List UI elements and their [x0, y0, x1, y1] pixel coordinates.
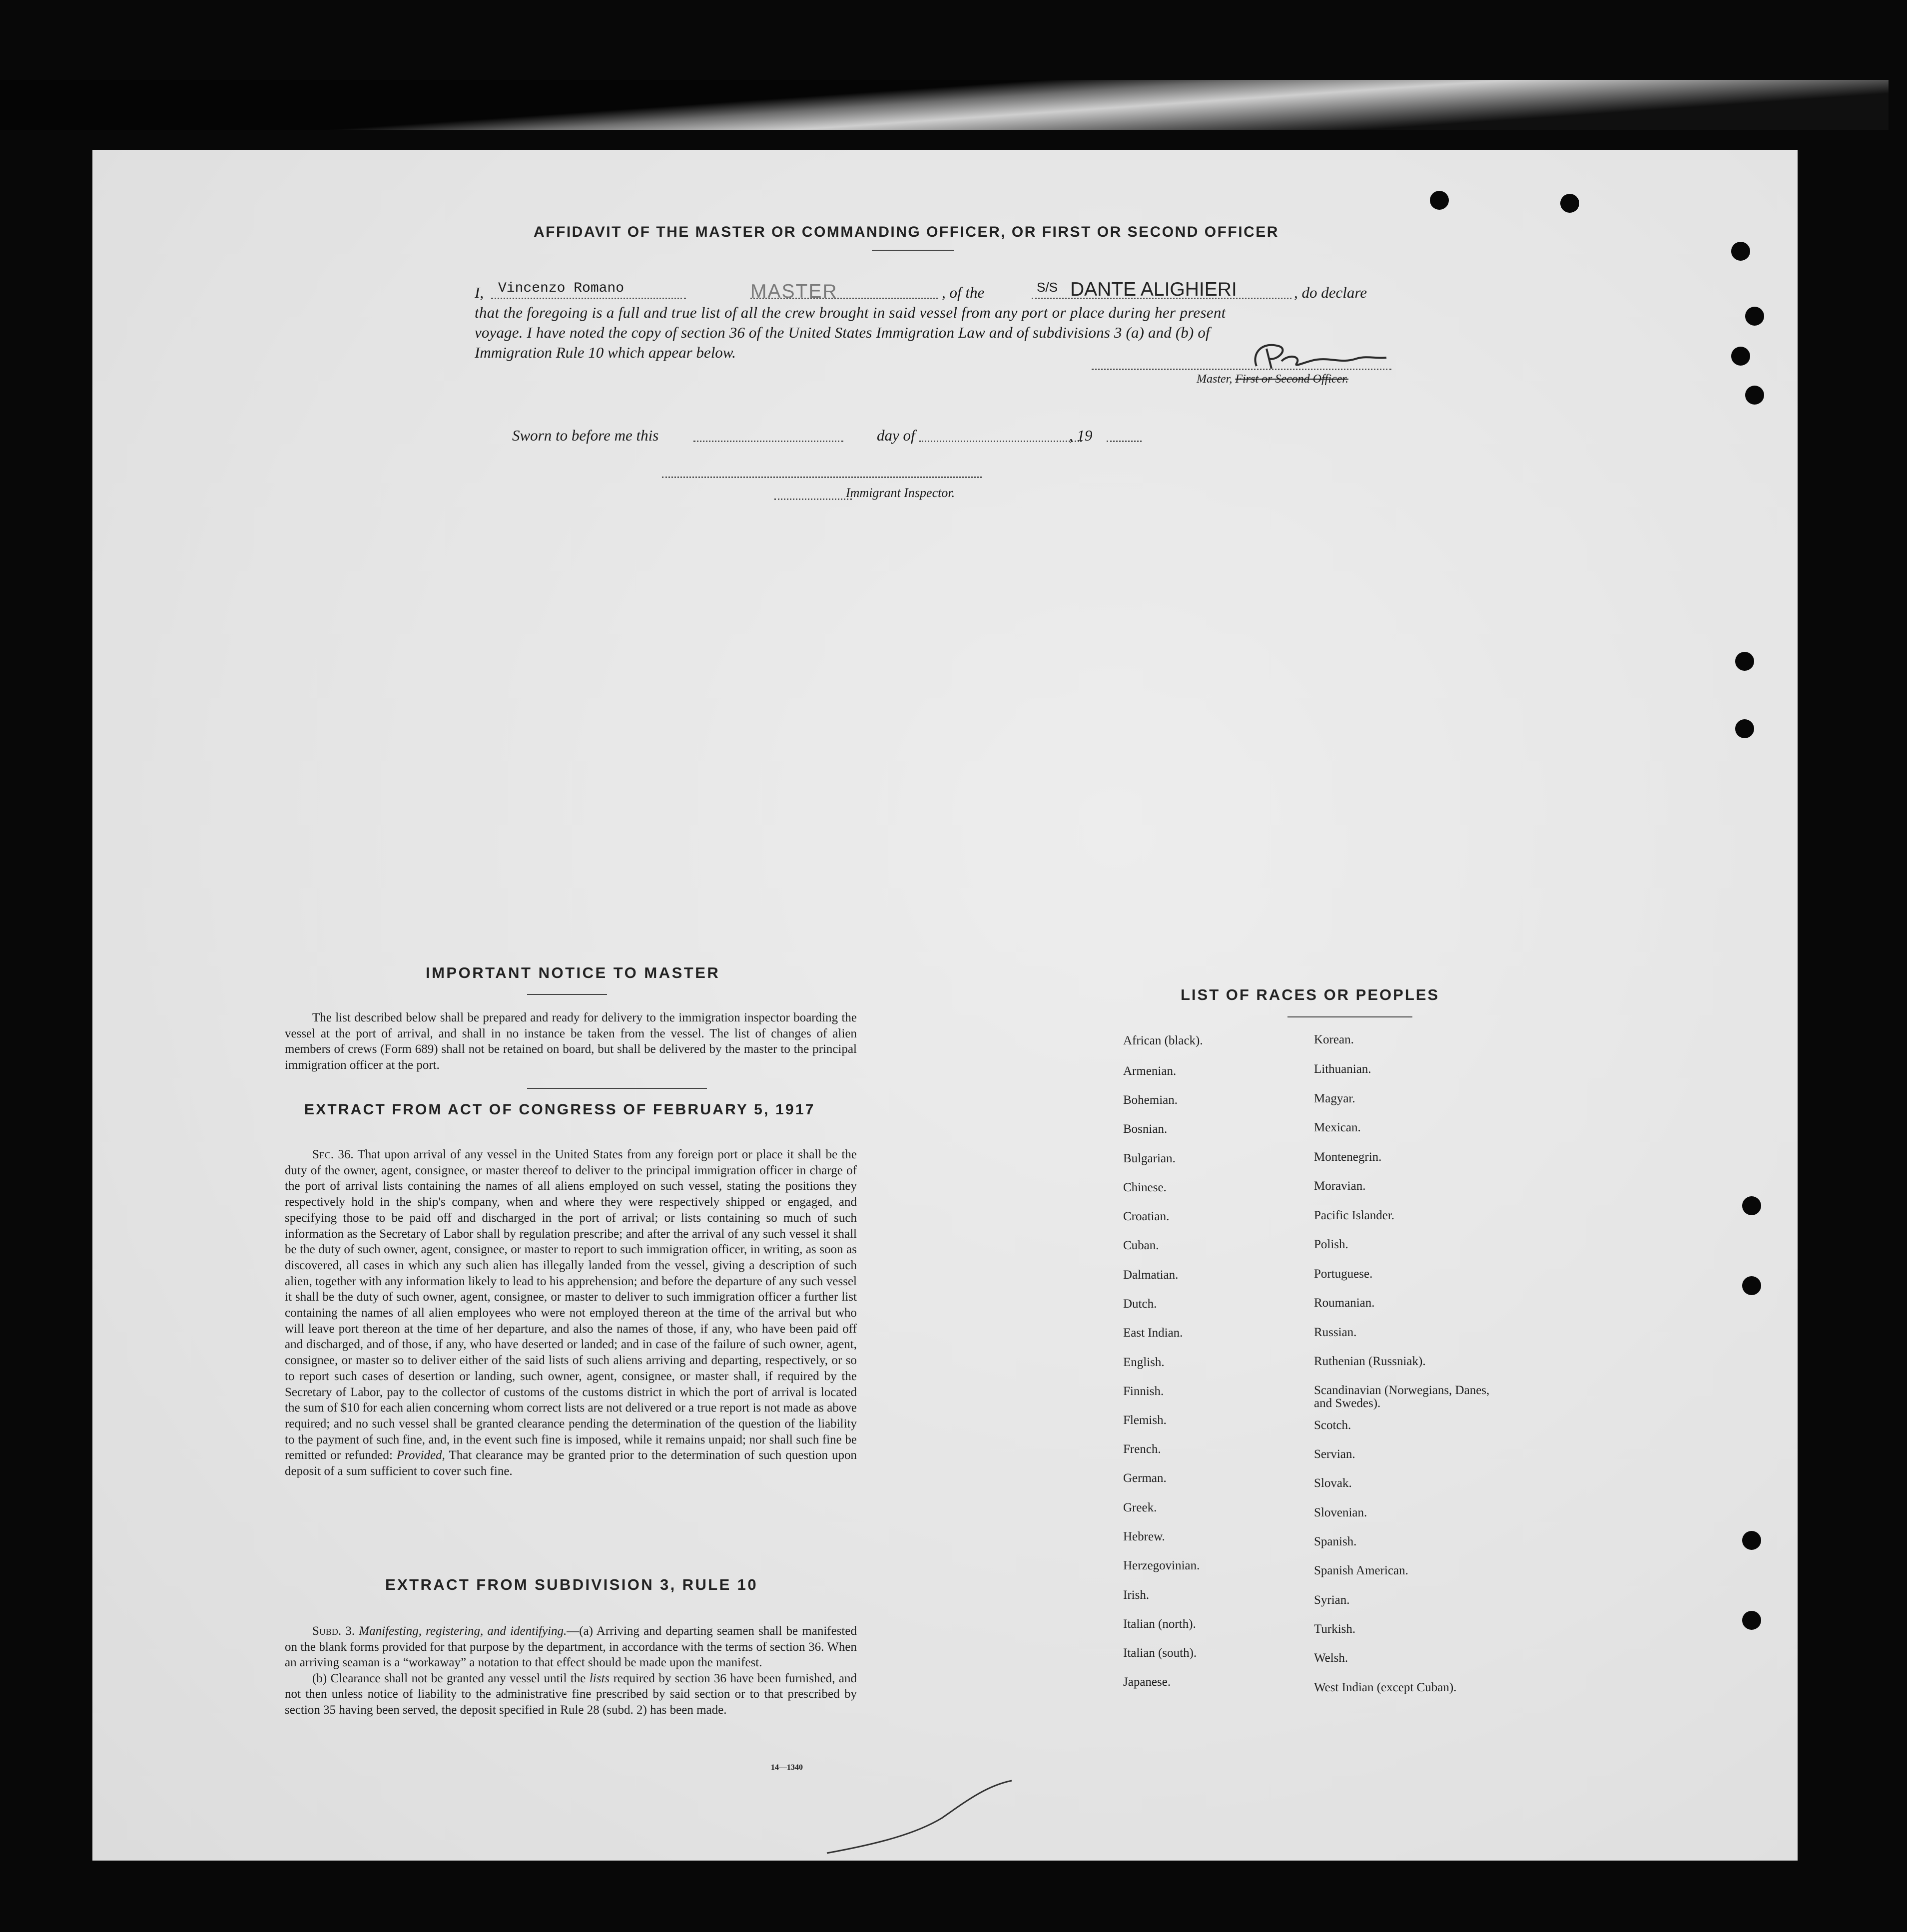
race-item: Syrian. — [1314, 1593, 1350, 1607]
sworn-label: Sworn to before me this — [512, 427, 659, 444]
race-item: Korean. — [1314, 1033, 1354, 1046]
race-item: Mexican. — [1314, 1121, 1361, 1134]
paragraph-b-start: (b) Clearance shall not be granted any vessel until the — [312, 1671, 586, 1685]
notice-end-divider — [527, 1088, 707, 1089]
race-item: Finnish. — [1123, 1385, 1164, 1398]
race-item: English. — [1123, 1356, 1165, 1369]
races-title: LIST OF RACES OR PEOPLES — [1181, 986, 1440, 1003]
notice-body: The list described below shall be prepared and ready for delivery to the immigration inspector boarding the vessel at the port of arrival, and shall in no instance be taken from the vessel. The list of changes of alien members of crews (Form 689) shall not be retained on board, but shall be delivered by the master to the principal immigration officer at the port. — [285, 1011, 857, 1072]
form-number: 14—1340 — [771, 1763, 803, 1772]
signature-caption — [1197, 373, 1348, 386]
race-item: German. — [1123, 1471, 1167, 1485]
paragraph-a: —(a) Arriving and departing seamen shall be manifested on the blank forms provided for that purpose by the department, in accordance with the terms of section 36. When an arriving seaman is a “workaway” a notation to that effect should be made upon the manifest. — [285, 1624, 857, 1669]
race-item: Servian. — [1314, 1448, 1355, 1461]
race-item: Chinese. — [1123, 1181, 1167, 1194]
paragraph-b-lists: lists — [589, 1671, 610, 1685]
ship-name-stamp: DANTE ALIGHIERI — [1070, 279, 1237, 300]
race-item: Slovak. — [1314, 1476, 1352, 1490]
race-item: Italian (south). — [1123, 1646, 1197, 1660]
document-page — [92, 150, 1798, 1861]
race-item: Flemish. — [1123, 1414, 1167, 1427]
name-blank — [491, 298, 686, 299]
binder-hole — [1742, 1531, 1761, 1550]
binder-hole — [1430, 191, 1449, 210]
race-item: Magyar. — [1314, 1092, 1355, 1105]
notice-divider — [527, 994, 607, 995]
race-item: Cuban. — [1123, 1239, 1159, 1252]
race-item: Roumanian. — [1314, 1296, 1375, 1310]
of-the-label: , of the — [942, 284, 985, 301]
faint-pencil-note — [1441, 1179, 1448, 1208]
section-36-text — [285, 1147, 857, 1479]
race-item: Polish. — [1314, 1238, 1348, 1251]
race-item: Japanese. — [1123, 1675, 1171, 1689]
inspector-signature-line — [662, 477, 982, 478]
race-item: Spanish. — [1314, 1535, 1357, 1548]
extract-rule-title: EXTRACT FROM SUBDIVISION 3, RULE 10 — [385, 1576, 758, 1593]
title-divider — [872, 250, 954, 251]
race-item: Lithuanian. — [1314, 1062, 1371, 1076]
signature-caption-struck: First or Second Officer. — [1235, 373, 1348, 386]
binder-hole — [1735, 652, 1754, 671]
race-item: West Indian (except Cuban). — [1314, 1681, 1457, 1694]
race-item: Bohemian. — [1123, 1093, 1178, 1107]
races-divider — [1287, 1016, 1412, 1017]
section-label: Sec. 36. — [312, 1148, 354, 1161]
scanner-edge-strip — [0, 80, 1889, 130]
rank-blank — [750, 298, 938, 299]
race-item: Scandinavian (Norwegians, Danes, and Swedes). — [1314, 1384, 1490, 1410]
section-36-body: That upon arrival of any vessel in the United States from any foreign port or place it shall be the duty of the owner, agent, consignee, or master thereof to deliver to the principal immigration officer in charge of the port of arrival lists containing the names of all aliens employed on such vessel, stating the positions they respectively hold in the ship's company, when and where they were respectively shipped or engaged, and specifying those to be paid off and discharged in the port of arrival; or lists containing so much of such information as the Secretary of Labor shall by regulation prescribe; and after the arrival of any such vessel it shall be the duty of such owner, agent, consignee, or master to report to such immigration officer, in writing, as soon as discovered, all cases in which any such alien has illegally landed from the vessel, giving a description of such alien, together with any information likely to lead to his apprehension; and before the departure of any such vessel it shall be the duty of such owner, agent, consignee, or master to deliver to such immigration officer a further list containing the names of all alien employees who were not employed thereon at the time of the arrival but who will leave port thereon at the time of her departure, and also the names of those, if any, who have been paid off and discharged, and of those, if any, who have deserted or landed; and in case of the failure of such owner, agent, consignee, or master so to deliver either of the said lists of such aliens arriving and departing, respectively, or so to report such cases of desertion or landing, such owner, agent, consignee, or master shall, if required by the Secretary of Labor, pay to the collector of customs of the customs district in which the port of arrival is located the sum of $10 for each alien concerning whom correct lists are not delivered or a true report is not made as above required; and no such vessel shall be granted clearance pending the determination of the question of the liability to the payment of such fine, and, in the event such fine is imposed, while it remains unpaid; nor shall such fine be remitted or refunded: — [285, 1148, 857, 1462]
binder-hole — [1560, 194, 1579, 213]
binder-hole — [1731, 242, 1750, 261]
year-prefix: , 19 — [1069, 427, 1093, 444]
race-item: Russian. — [1314, 1326, 1357, 1339]
race-item: Italian (north). — [1123, 1617, 1196, 1631]
binder-hole — [1742, 1276, 1761, 1295]
signature-caption-master: Master, — [1197, 373, 1233, 386]
notice-title: IMPORTANT NOTICE TO MASTER — [426, 964, 720, 981]
binder-hole — [1735, 719, 1754, 738]
extract-act-title: EXTRACT FROM ACT OF CONGRESS OF FEBRUARY 5, 1917 — [304, 1101, 815, 1118]
sworn-year-blank — [1107, 441, 1142, 442]
pen-stroke — [822, 1778, 1022, 1858]
ship-prefix: S/S — [1037, 280, 1058, 295]
race-item: Portuguese. — [1314, 1267, 1373, 1281]
subdivision-label: Subd. 3. — [312, 1624, 355, 1638]
race-item: African (black). — [1123, 1034, 1203, 1047]
race-item: French. — [1123, 1443, 1161, 1456]
race-item: Croatian. — [1123, 1210, 1170, 1223]
affidavit-line-4: Immigration Rule 10 which appear below. — [475, 344, 736, 361]
race-item: Spanish American. — [1314, 1564, 1408, 1577]
race-item: Irish. — [1123, 1588, 1150, 1602]
paragraph-b-end: required by section 36 have been furnished, and not then unless notice of liability to the administrative fine prescribed by said section or to that prescribed by section 35 having been served, the deposit specified in Rule 28 (subd. 2) has been made. — [285, 1671, 857, 1717]
affidavit-line-3: voyage. I have noted the copy of section 36 of the United States Immigration Law and of subdivisions 3 (a) and (b) of — [475, 324, 1210, 341]
provided-label: Provided, — [396, 1449, 445, 1462]
binder-hole — [1742, 1611, 1761, 1630]
day-of-label: day of — [877, 427, 915, 444]
race-item: Scotch. — [1314, 1419, 1351, 1432]
do-declare-label: , do declare — [1294, 284, 1367, 301]
race-item: Armenian. — [1123, 1064, 1177, 1078]
ship-blank — [1032, 298, 1291, 299]
race-item: Welsh. — [1314, 1651, 1348, 1665]
rank-stamp: MASTER — [750, 281, 838, 302]
affidavit-title: AFFIDAVIT OF THE MASTER OR COMMANDING OFFICER, OR FIRST OR SECOND OFFICER — [534, 224, 1279, 240]
binder-hole — [1745, 386, 1764, 405]
race-item: Dutch. — [1123, 1297, 1157, 1311]
race-item: Slovenian. — [1314, 1506, 1367, 1519]
rule-10-text — [285, 1623, 857, 1718]
inspector-name-blank — [774, 498, 852, 500]
race-item: Hebrew. — [1123, 1530, 1165, 1543]
race-item: Pacific Islander. — [1314, 1209, 1395, 1222]
sworn-month-blank — [919, 441, 1082, 442]
binder-hole — [1731, 347, 1750, 366]
binder-hole — [1745, 307, 1764, 326]
subdivision-heading: Manifesting, registering, and identifying. — [359, 1624, 567, 1638]
race-item: Greek. — [1123, 1501, 1157, 1514]
race-item: East Indian. — [1123, 1326, 1183, 1340]
race-item: Herzegovinian. — [1123, 1559, 1200, 1572]
race-item: Ruthenian (Russniak). — [1314, 1355, 1426, 1368]
sworn-day-blank — [693, 441, 843, 442]
binder-hole — [1742, 1196, 1761, 1215]
race-item: Bulgarian. — [1123, 1152, 1176, 1165]
race-item: Turkish. — [1314, 1622, 1356, 1636]
master-name[interactable]: Vincenzo Romano — [498, 281, 625, 296]
race-item: Montenegrin. — [1314, 1150, 1382, 1164]
race-item: Moravian. — [1314, 1179, 1366, 1193]
section-36-end: That clearance may be granted prior to the determination of such question upon deposit of a sum sufficient to cover such fine. — [285, 1449, 857, 1478]
affidavit-i-label: I, — [475, 284, 484, 301]
inspector-label: Immigrant Inspector. — [846, 485, 955, 500]
race-item: Dalmatian. — [1123, 1268, 1179, 1282]
affidavit-line-2: that the foregoing is a full and true list of all the crew brought in said vessel from any port or place during her present — [475, 304, 1226, 321]
race-item: Bosnian. — [1123, 1122, 1168, 1136]
notice-text — [285, 1010, 857, 1073]
